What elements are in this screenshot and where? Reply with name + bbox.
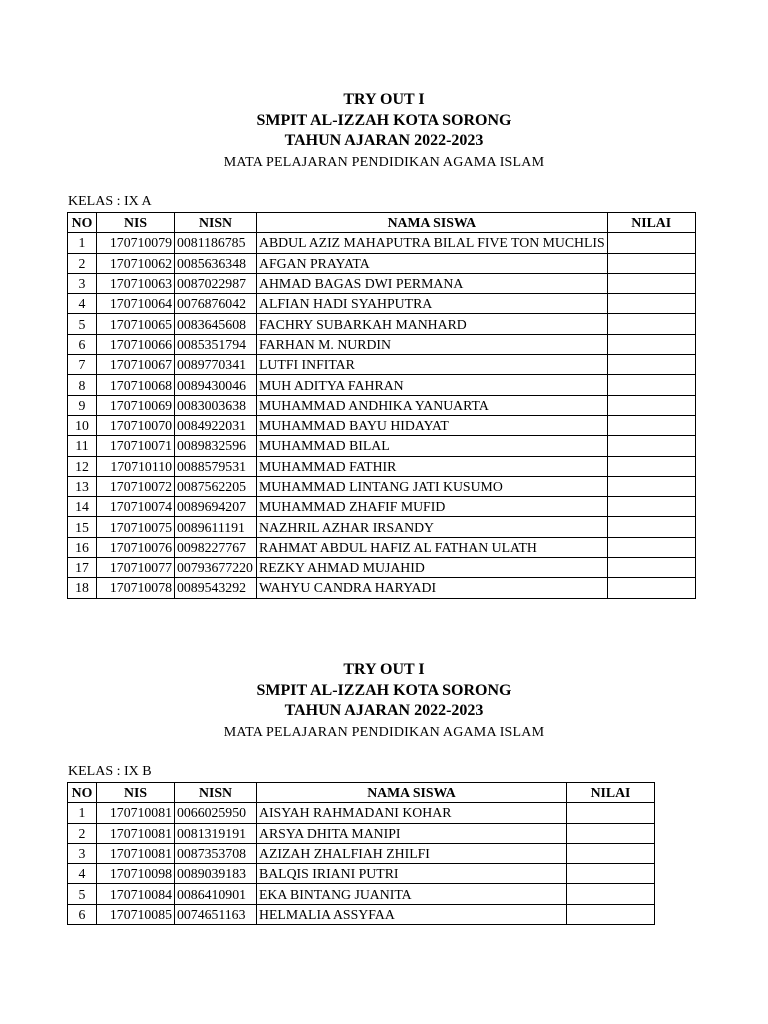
cell-nis: 170710076 bbox=[97, 537, 175, 557]
cell-nilai bbox=[567, 843, 655, 863]
cell-nilai bbox=[607, 395, 695, 415]
cell-nisn: 0098227767 bbox=[175, 537, 257, 557]
cell-no: 8 bbox=[68, 375, 97, 395]
cell-nama-siswa: HELMALIA ASSYFAA bbox=[257, 904, 567, 924]
cell-nis: 170710070 bbox=[97, 415, 175, 435]
cell-nisn: 0085351794 bbox=[175, 334, 257, 354]
cell-no: 2 bbox=[68, 823, 97, 843]
cell-nilai bbox=[607, 375, 695, 395]
cell-no: 1 bbox=[68, 803, 97, 823]
cell-nis: 170710066 bbox=[97, 334, 175, 354]
cell-no: 13 bbox=[68, 476, 97, 496]
cell-nilai bbox=[567, 823, 655, 843]
cell-no: 6 bbox=[68, 904, 97, 924]
cell-nilai bbox=[607, 517, 695, 537]
class-label: KELAS : IX B bbox=[68, 764, 152, 779]
table-row bbox=[68, 884, 655, 904]
cell-nisn: 0085636348 bbox=[175, 253, 257, 273]
table-row bbox=[68, 904, 655, 924]
cell-nis: 170710067 bbox=[97, 355, 175, 375]
class-section-ix-b bbox=[0, 660, 768, 922]
cell-nis: 170710081 bbox=[97, 803, 175, 823]
header-nama-siswa: NAMA SISWA bbox=[257, 783, 567, 803]
cell-nis: 170710078 bbox=[97, 578, 175, 598]
cell-nisn: 0087022987 bbox=[175, 273, 257, 293]
title-line: TRY OUT I bbox=[343, 661, 425, 678]
cell-nisn: 0087353708 bbox=[175, 843, 257, 863]
header-nilai: NILAI bbox=[567, 783, 655, 803]
cell-nama-siswa: MUHAMMAD LINTANG JATI KUSUMO bbox=[257, 476, 608, 496]
table-row bbox=[68, 803, 655, 823]
cell-nilai bbox=[607, 497, 695, 517]
cell-nilai bbox=[567, 864, 655, 884]
cell-nisn: 00793677220 bbox=[175, 558, 257, 578]
cell-nisn: 0087562205 bbox=[175, 476, 257, 496]
cell-nis: 170710081 bbox=[97, 823, 175, 843]
table-row bbox=[68, 375, 696, 395]
cell-no: 10 bbox=[68, 415, 97, 435]
cell-nama-siswa: WAHYU CANDRA HARYADI bbox=[257, 578, 608, 598]
cell-no: 9 bbox=[68, 395, 97, 415]
table-row bbox=[68, 497, 696, 517]
cell-nis: 170710064 bbox=[97, 294, 175, 314]
table-header-row bbox=[68, 213, 696, 233]
cell-nis: 170710062 bbox=[97, 253, 175, 273]
cell-nis: 170710065 bbox=[97, 314, 175, 334]
table-row bbox=[68, 233, 696, 253]
cell-nis: 170710072 bbox=[97, 476, 175, 496]
header-no: NO bbox=[68, 213, 97, 233]
cell-no: 6 bbox=[68, 334, 97, 354]
cell-nis: 170710074 bbox=[97, 497, 175, 517]
cell-nisn: 0089832596 bbox=[175, 436, 257, 456]
title-line: TRY OUT I bbox=[343, 91, 425, 108]
cell-nilai bbox=[567, 904, 655, 924]
cell-nilai bbox=[607, 334, 695, 354]
student-table bbox=[67, 782, 655, 925]
cell-nilai bbox=[607, 355, 695, 375]
cell-no: 3 bbox=[68, 843, 97, 863]
table-row bbox=[68, 578, 696, 598]
subject-line: MATA PELAJARAN PENDIDIKAN AGAMA ISLAM bbox=[223, 154, 545, 170]
header-no: NO bbox=[68, 783, 97, 803]
cell-nis: 170710079 bbox=[97, 233, 175, 253]
cell-no: 7 bbox=[68, 355, 97, 375]
cell-nama-siswa: AISYAH RAHMADANI KOHAR bbox=[257, 803, 567, 823]
table-row bbox=[68, 395, 696, 415]
table-row bbox=[68, 558, 696, 578]
cell-nama-siswa: NAZHRIL AZHAR IRSANDY bbox=[257, 517, 608, 537]
cell-nilai bbox=[607, 415, 695, 435]
cell-nama-siswa: REZKY AHMAD MUJAHID bbox=[257, 558, 608, 578]
table-row bbox=[68, 273, 696, 293]
cell-nama-siswa: MUHAMMAD FATHIR bbox=[257, 456, 608, 476]
cell-nilai bbox=[607, 537, 695, 557]
table-row bbox=[68, 537, 696, 557]
cell-nis: 170710081 bbox=[97, 843, 175, 863]
cell-nisn: 0089694207 bbox=[175, 497, 257, 517]
cell-nis: 170710085 bbox=[97, 904, 175, 924]
cell-no: 17 bbox=[68, 558, 97, 578]
header-nisn: NISN bbox=[175, 783, 257, 803]
table-row bbox=[68, 843, 655, 863]
cell-nama-siswa: ALFIAN HADI SYAHPUTRA bbox=[257, 294, 608, 314]
table-row bbox=[68, 476, 696, 496]
cell-nilai bbox=[607, 578, 695, 598]
cell-nama-siswa: MUHAMMAD ANDHIKA YANUARTA bbox=[257, 395, 608, 415]
cell-no: 12 bbox=[68, 456, 97, 476]
cell-no: 4 bbox=[68, 864, 97, 884]
cell-no: 18 bbox=[68, 578, 97, 598]
cell-nilai bbox=[607, 253, 695, 273]
cell-nama-siswa: LUTFI INFITAR bbox=[257, 355, 608, 375]
cell-nisn: 0089430046 bbox=[175, 375, 257, 395]
header-nisn: NISN bbox=[175, 213, 257, 233]
cell-nisn: 0074651163 bbox=[175, 904, 257, 924]
cell-nisn: 0089543292 bbox=[175, 578, 257, 598]
header-nilai: NILAI bbox=[607, 213, 695, 233]
cell-nisn: 0088579531 bbox=[175, 456, 257, 476]
cell-nama-siswa: FARHAN M. NURDIN bbox=[257, 334, 608, 354]
cell-nama-siswa: MUHAMMAD BILAL bbox=[257, 436, 608, 456]
cell-nama-siswa: AZIZAH ZHALFIAH ZHILFI bbox=[257, 843, 567, 863]
cell-nisn: 0076876042 bbox=[175, 294, 257, 314]
title-block bbox=[0, 660, 768, 744]
cell-nilai bbox=[607, 294, 695, 314]
cell-no: 5 bbox=[68, 884, 97, 904]
cell-nilai bbox=[567, 884, 655, 904]
cell-nama-siswa: FACHRY SUBARKAH MANHARD bbox=[257, 314, 608, 334]
table-row bbox=[68, 823, 655, 843]
class-section-ix-a bbox=[0, 90, 768, 596]
cell-nama-siswa: MUHAMMAD BAYU HIDAYAT bbox=[257, 415, 608, 435]
cell-nilai bbox=[567, 803, 655, 823]
cell-no: 5 bbox=[68, 314, 97, 334]
cell-nisn: 0081186785 bbox=[175, 233, 257, 253]
cell-nis: 170710071 bbox=[97, 436, 175, 456]
cell-no: 11 bbox=[68, 436, 97, 456]
cell-nis: 170710110 bbox=[97, 456, 175, 476]
header-nis: NIS bbox=[97, 213, 175, 233]
table-row bbox=[68, 294, 696, 314]
cell-no: 1 bbox=[68, 233, 97, 253]
cell-nama-siswa: EKA BINTANG JUANITA bbox=[257, 884, 567, 904]
cell-nisn: 0083003638 bbox=[175, 395, 257, 415]
academic-year: TAHUN AJARAN 2022-2023 bbox=[284, 132, 484, 149]
cell-nisn: 0089611191 bbox=[175, 517, 257, 537]
cell-nama-siswa: AHMAD BAGAS DWI PERMANA bbox=[257, 273, 608, 293]
cell-nisn: 0084922031 bbox=[175, 415, 257, 435]
cell-no: 15 bbox=[68, 517, 97, 537]
table-row bbox=[68, 415, 696, 435]
header-nama-siswa: NAMA SISWA bbox=[257, 213, 608, 233]
cell-nis: 170710098 bbox=[97, 864, 175, 884]
class-label: KELAS : IX A bbox=[68, 194, 152, 209]
table-row bbox=[68, 436, 696, 456]
cell-nis: 170710069 bbox=[97, 395, 175, 415]
header-nis: NIS bbox=[97, 783, 175, 803]
cell-no: 14 bbox=[68, 497, 97, 517]
cell-nama-siswa: AFGAN PRAYATA bbox=[257, 253, 608, 273]
cell-nama-siswa: MUH ADITYA FAHRAN bbox=[257, 375, 608, 395]
cell-nama-siswa: RAHMAT ABDUL HAFIZ AL FATHAN ULATH bbox=[257, 537, 608, 557]
student-table bbox=[67, 212, 696, 599]
cell-nis: 170710077 bbox=[97, 558, 175, 578]
cell-nis: 170710084 bbox=[97, 884, 175, 904]
table-row bbox=[68, 355, 696, 375]
cell-nis: 170710063 bbox=[97, 273, 175, 293]
cell-nama-siswa: BALQIS IRIANI PUTRI bbox=[257, 864, 567, 884]
table-row bbox=[68, 314, 696, 334]
table-row bbox=[68, 456, 696, 476]
cell-nilai bbox=[607, 476, 695, 496]
school-name: SMPIT AL-IZZAH KOTA SORONG bbox=[256, 111, 512, 129]
school-name: SMPIT AL-IZZAH KOTA SORONG bbox=[256, 681, 512, 699]
cell-nisn: 0089770341 bbox=[175, 355, 257, 375]
cell-nilai bbox=[607, 233, 695, 253]
cell-nilai bbox=[607, 273, 695, 293]
cell-no: 2 bbox=[68, 253, 97, 273]
cell-nisn: 0066025950 bbox=[175, 803, 257, 823]
cell-nilai bbox=[607, 456, 695, 476]
cell-nilai bbox=[607, 314, 695, 334]
cell-no: 4 bbox=[68, 294, 97, 314]
cell-nilai bbox=[607, 436, 695, 456]
cell-nama-siswa: ABDUL AZIZ MAHAPUTRA BILAL FIVE TON MUCHLIS bbox=[257, 233, 608, 253]
table-row bbox=[68, 334, 696, 354]
academic-year: TAHUN AJARAN 2022-2023 bbox=[284, 702, 484, 719]
table-header-row bbox=[68, 783, 655, 803]
cell-no: 16 bbox=[68, 537, 97, 557]
table-row bbox=[68, 517, 696, 537]
cell-no: 3 bbox=[68, 273, 97, 293]
cell-nisn: 0086410901 bbox=[175, 884, 257, 904]
cell-nama-siswa: ARSYA DHITA MANIPI bbox=[257, 823, 567, 843]
subject-line: MATA PELAJARAN PENDIDIKAN AGAMA ISLAM bbox=[223, 724, 545, 740]
cell-nis: 170710075 bbox=[97, 517, 175, 537]
cell-nisn: 0089039183 bbox=[175, 864, 257, 884]
table-row bbox=[68, 864, 655, 884]
table-row bbox=[68, 253, 696, 273]
cell-nisn: 0081319191 bbox=[175, 823, 257, 843]
cell-nilai bbox=[607, 558, 695, 578]
cell-nisn: 0083645608 bbox=[175, 314, 257, 334]
title-block bbox=[0, 90, 768, 174]
cell-nis: 170710068 bbox=[97, 375, 175, 395]
cell-nama-siswa: MUHAMMAD ZHAFIF MUFID bbox=[257, 497, 608, 517]
